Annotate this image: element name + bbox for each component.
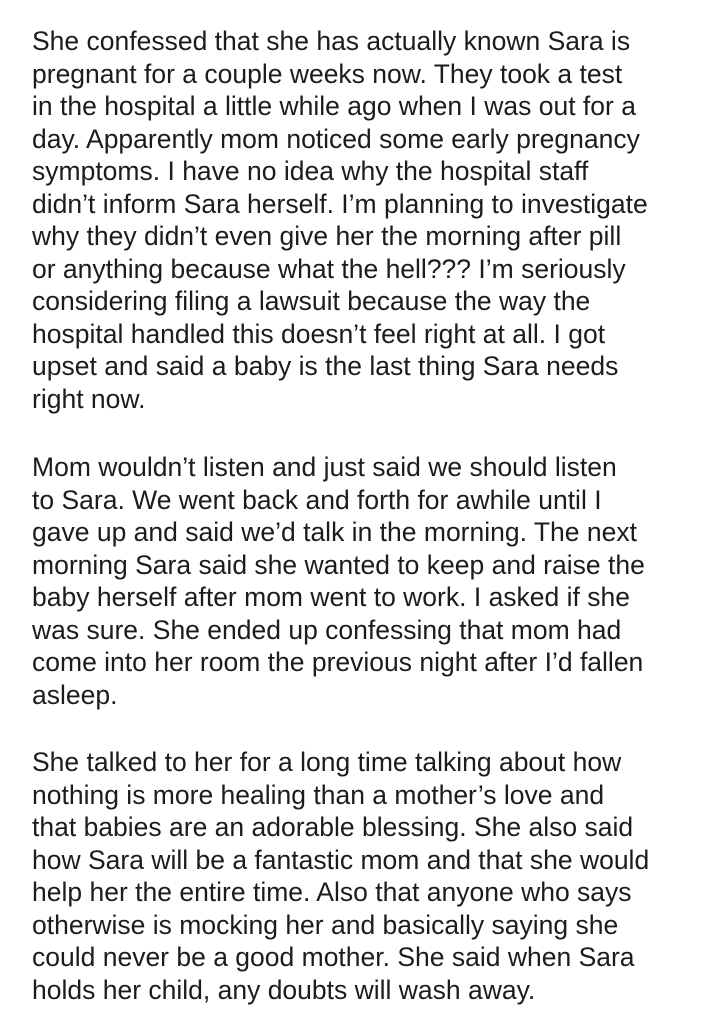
text-line: morning Sara said she wanted to keep and raise the — [32, 549, 645, 580]
text-line: gave up and said we’d talk in the morning. The next — [32, 517, 637, 547]
text-line: considering filing a lawsuit because the way the — [32, 286, 591, 316]
text-line: baby herself after mom went to work. I asked if she — [32, 582, 630, 612]
text-line: was sure. She ended up confessing that mom had — [32, 614, 622, 645]
paragraph-2 — [32, 451, 692, 711]
paragraph-3 — [32, 746, 692, 1006]
text-line: otherwise is mocking her and basically saying she — [32, 909, 619, 940]
text-line: hospital handled this doesn’t feel right at all. I got — [32, 318, 606, 349]
text-line: why they didn’t even give her the morning after pill — [32, 221, 622, 251]
text-line: nothing is more healing than a mother’s love and — [32, 779, 605, 810]
text-line: didn’t inform Sara herself. I’m planning to investigate — [32, 188, 648, 219]
text-line: symptoms. I have no idea why the hospital staff — [32, 156, 589, 186]
text-line: Mom wouldn’t listen and just said we should listen — [32, 452, 617, 482]
text-line: in the hospital a little while ago when I was out for a — [32, 91, 636, 121]
text-line: could never be a good mother. She said when Sara — [32, 942, 635, 972]
text-line: that babies are an adorable blessing. She also said — [32, 812, 634, 842]
text-line: holds her child, any doubts will wash away. — [32, 974, 536, 1005]
text-line: day. Apparently mom noticed some early pregnancy — [32, 123, 640, 154]
text-line: She talked to her for a long time talking about how — [32, 747, 622, 777]
text-line: asleep. — [32, 679, 118, 710]
text-line: or anything because what the hell??? I’m seriously — [32, 253, 626, 284]
text-line: right now. — [32, 383, 146, 414]
text-line: how Sara will be a fantastic mom and that she would — [32, 844, 650, 875]
text-line: help her the entire time. Also that anyone who says — [32, 877, 632, 907]
text-line: upset and said a baby is the last thing Sara needs — [32, 351, 619, 381]
text-line: come into her room the previous night after I’d fallen — [32, 647, 644, 677]
text-line: pregnant for a couple weeks now. They took a test — [32, 58, 623, 89]
text-line: She confessed that she has actually known Sara is — [32, 26, 631, 56]
text-line: to Sara. We went back and forth for awhile until I — [32, 484, 602, 515]
paragraph-1 — [32, 25, 692, 415]
